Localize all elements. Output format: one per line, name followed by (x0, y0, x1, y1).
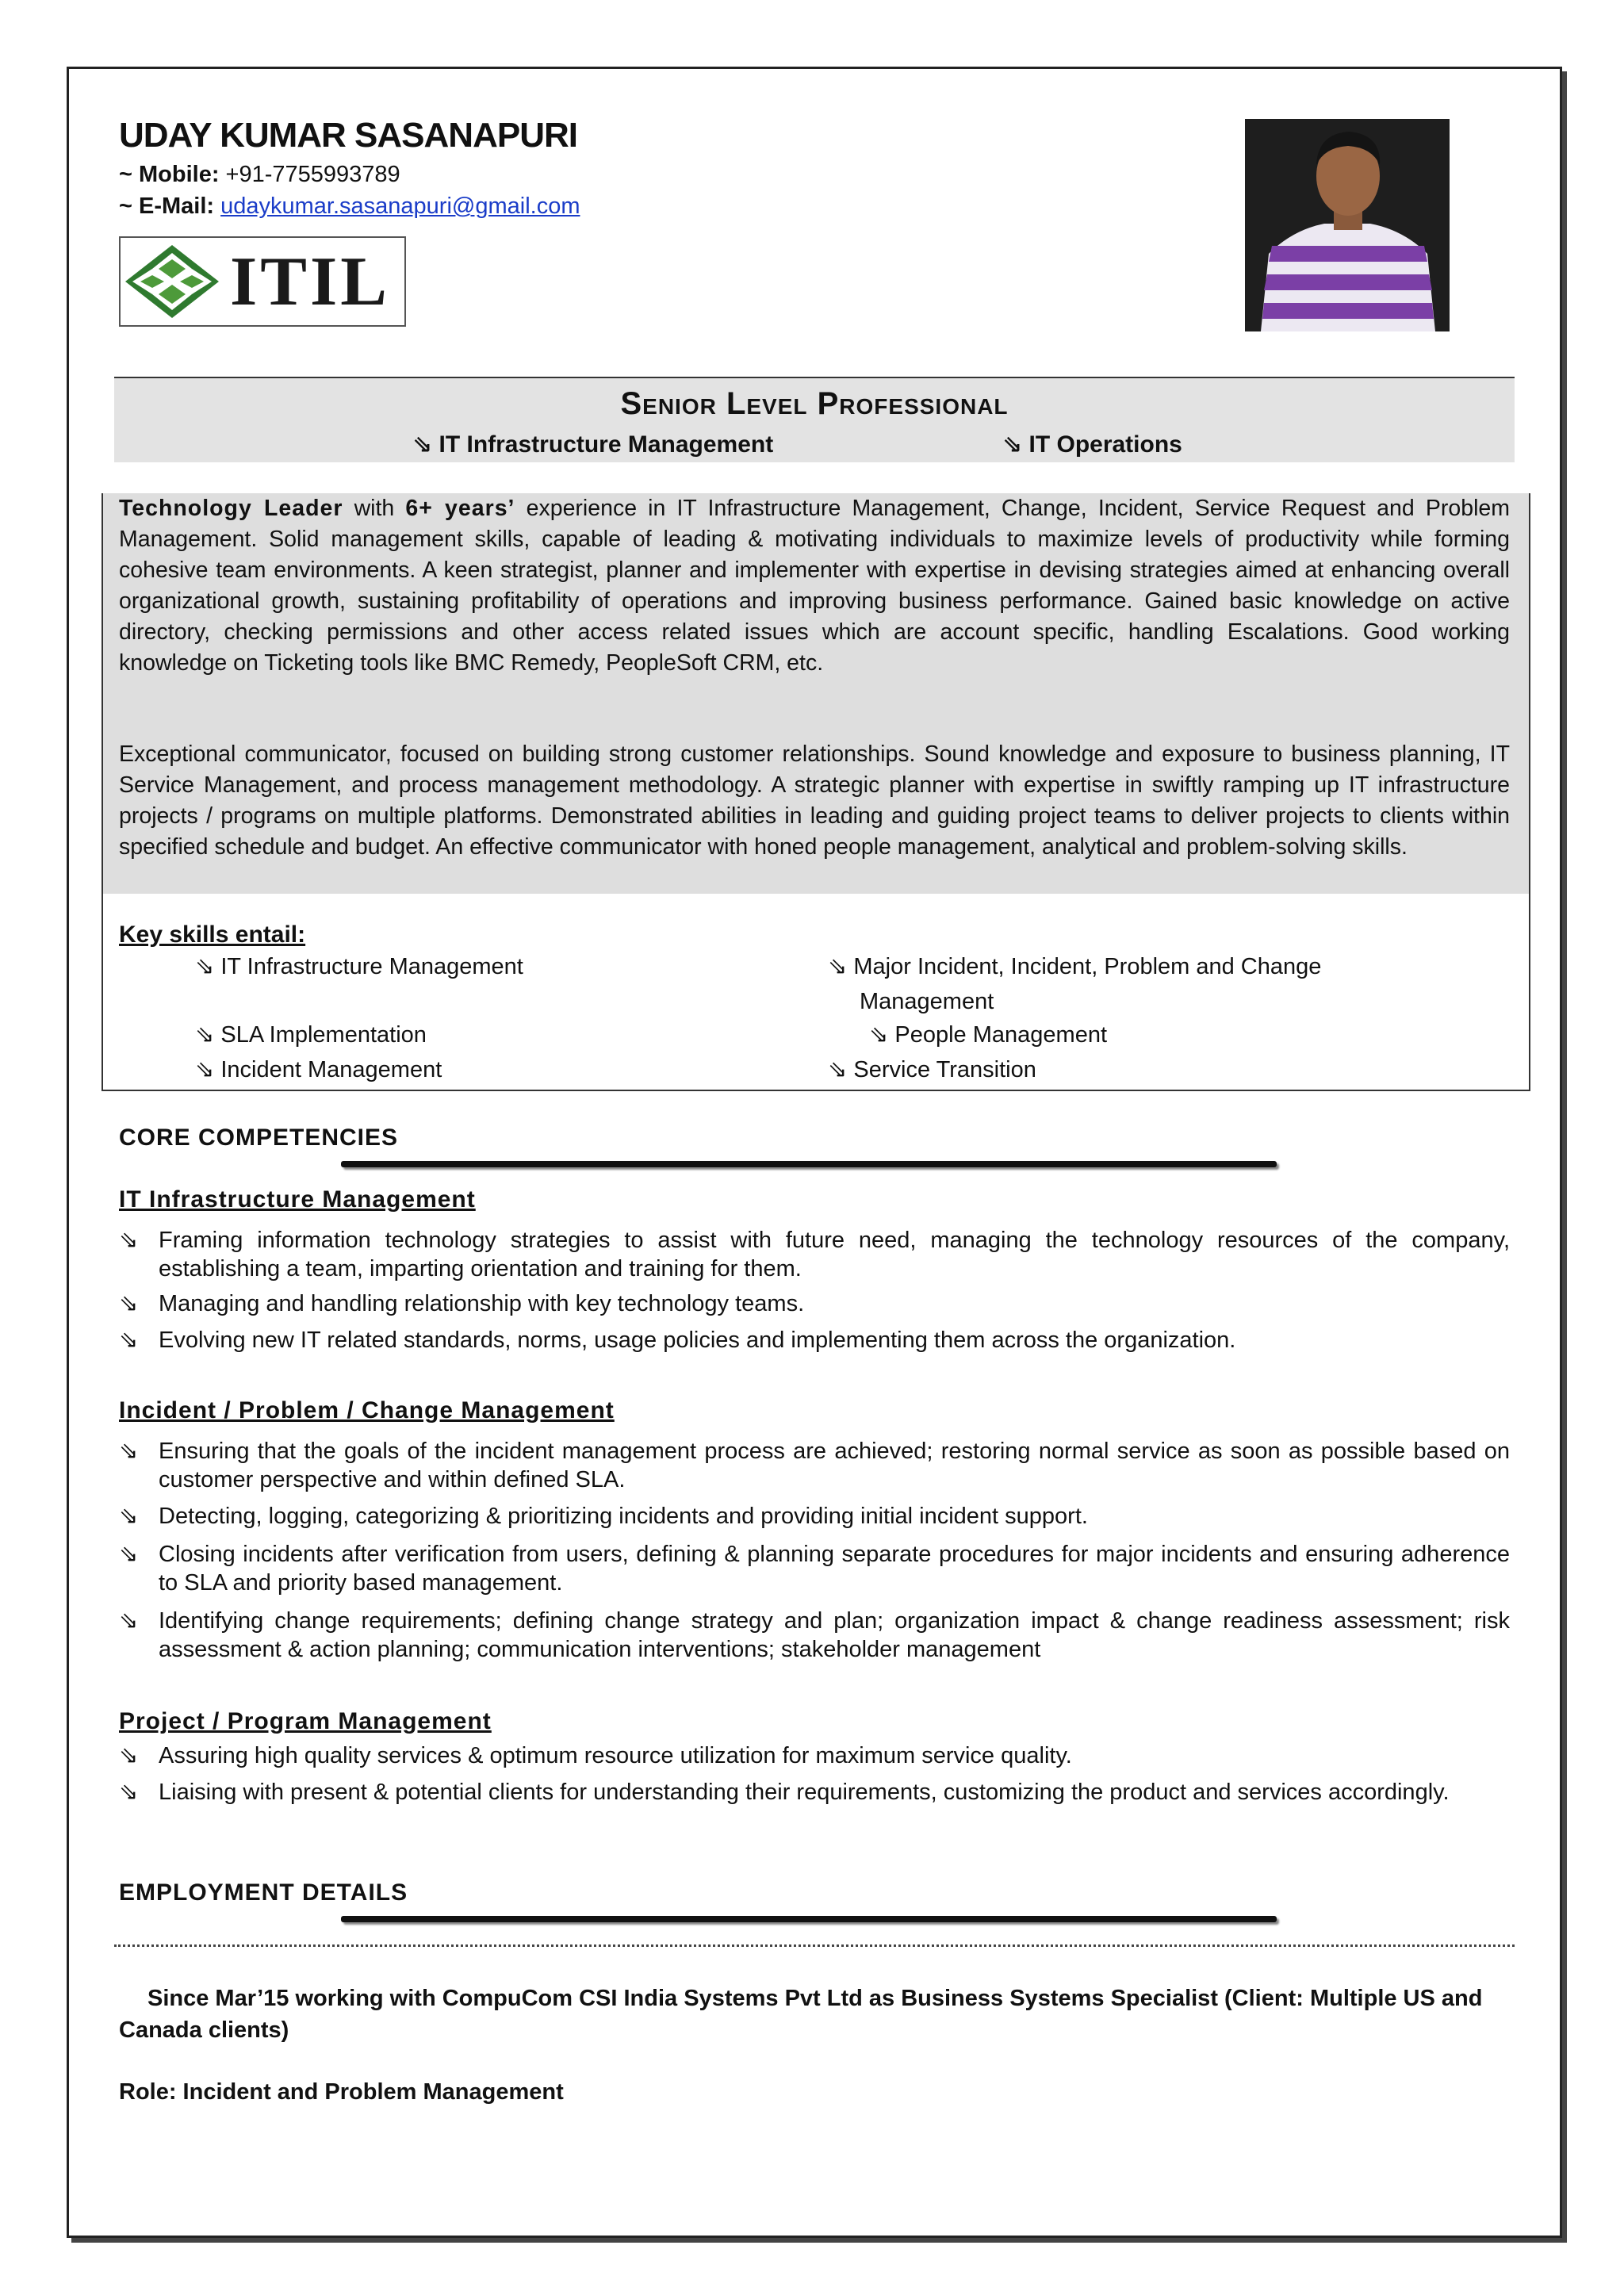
summary-box (102, 493, 1530, 1091)
email-line (119, 193, 580, 220)
band-item-label: IT Infrastructure Management (439, 431, 774, 458)
skill-label: Incident Management (220, 1057, 442, 1082)
arrow-bullet-icon: ⇘ (195, 1057, 215, 1082)
bullet-text: Liaising with present & potential clients for understanding their requirements, customizing the product and services accordingly. (159, 1780, 1450, 1805)
arrow-bullet-icon: ⇘ (195, 1022, 215, 1048)
bullet-text: Assuring high quality services & optimum resource utilization for maximum service quality. (159, 1743, 1072, 1768)
incident-heading: Incident / Problem / Change Management (119, 1397, 615, 1423)
arrow-bullet-icon: ⇘ (119, 1504, 139, 1529)
skill-item (195, 952, 523, 983)
skill-item (195, 1020, 427, 1051)
arrow-bullet-icon: ⇘ (119, 1608, 139, 1634)
summary-body: experience in IT Infrastructure Management, Change, Incident, Service Request and Problem Management. Solid management skills, capable of leading & motivating individuals to maximize levels of productivity while forming cohesive team environments. A keen strategist, planner and implementer with expertise in devising strategies aimed at enhancing overall organizational growth, sustaining profitability of operations and improving business performance. Gained basic knowledge on active directory, checking permissions and other access related issues which are account specific, handling Escalations. Good working knowledge on Ticketing tools like BMC Remedy, PeopleSoft CRM, etc. (119, 496, 1511, 676)
arrow-bullet-icon: ⇘ (869, 1022, 889, 1048)
employment-heading: EMPLOYMENT DETAILS (119, 1879, 408, 1906)
arrow-bullet-icon: ⇘ (119, 1542, 139, 1567)
skill-item (195, 1055, 442, 1086)
bullet-text: Identifying change requirements; defining change strategy and plan; organization impact & change readiness assessment; risk assessment & action planning; communication interventions; stakeholder management (159, 1608, 1510, 1662)
arrow-bullet-icon: ⇘ (195, 954, 215, 979)
bullet-text: Detecting, logging, categorizing & prioritizing incidents and providing initial incident support. (159, 1504, 1088, 1529)
summary-paragraph-1 (119, 493, 1510, 679)
summary-paragraph-2: Exceptional communicator, focused on building strong customer relationships. Sound knowledge and exposure to business planning, IT Service Management, and process management methodology. A strategic planner with expertise in swiftly ramping up IT infrastructure projects / programs on multiple platforms. Demonstrated abilities in leading and guiding project teams to deliver projects to clients within specified schedule and budget. An effective communicator with honed people management, analytical and problem-solving skills. (119, 741, 1510, 860)
bullet-text: Ensuring that the goals of the incident management process are achieved; restoring normal service as soon as possible based on customer perspective and within defined SLA. (159, 1439, 1510, 1492)
employment-role: Role: Incident and Problem Management (119, 2079, 564, 2105)
itil-logo-text: ITIL (230, 243, 390, 320)
skill-item (828, 1055, 1036, 1086)
section-rule (341, 1161, 1277, 1167)
bullet-text: Managing and handling relationship with key technology teams. (159, 1291, 805, 1316)
mobile-label: ~ Mobile: (119, 162, 220, 187)
mobile-line (119, 162, 400, 188)
arrow-bullet-icon: ⇘ (828, 954, 848, 979)
email-label: ~ E-Mail: (119, 193, 215, 219)
arrow-bullet-icon: ⇘ (828, 1057, 848, 1082)
skill-label: People Management (894, 1022, 1108, 1048)
band-item-infra (412, 431, 773, 458)
email-link[interactable]: udaykumar.sasanapuri@gmail.com (220, 193, 580, 219)
arrow-bullet-icon: ⇘ (119, 1780, 139, 1805)
person-photo-icon (1245, 119, 1450, 331)
band-item-operations (1002, 431, 1182, 458)
itil-logo (119, 236, 406, 327)
skill-item (828, 952, 1321, 983)
arrow-bullet-icon: ⇘ (119, 1291, 139, 1316)
summary-years: 6+ years’ (405, 496, 515, 521)
summary-lead: Technology Leader (119, 496, 343, 521)
employment-line: Since Mar’15 working with CompuCom CSI India Systems Pvt Ltd as Business Systems Specialist (Client: Multiple US and Canada clients) (119, 1986, 1483, 2043)
skill-label: IT Infrastructure Management (220, 954, 523, 979)
project-heading: Project / Program Management (119, 1708, 492, 1734)
infra-heading: IT Infrastructure Management (119, 1186, 476, 1213)
arrow-bullet-icon: ⇘ (119, 1439, 139, 1464)
mobile-value: +91-7755993789 (225, 162, 400, 187)
profile-photo (1245, 119, 1450, 331)
bullet-text: Framing information technology strategies to assist with future need, managing the technology resources of the company, establishing a team, imparting orientation and training for them. (159, 1228, 1510, 1282)
professional-title: Senior Level Professional (620, 386, 1009, 421)
section-rule (341, 1916, 1277, 1922)
title-band (114, 377, 1515, 462)
arrow-bullet-icon: ⇘ (119, 1228, 139, 1253)
skill-label: Service Transition (853, 1057, 1036, 1082)
core-competencies-heading: CORE COMPETENCIES (119, 1125, 399, 1151)
dotted-divider (114, 1944, 1515, 1947)
arrow-bullet-icon: ⇘ (412, 431, 433, 458)
skill-label: SLA Implementation (220, 1022, 427, 1048)
itil-diamond-icon (121, 242, 224, 321)
arrow-bullet-icon: ⇘ (1002, 431, 1023, 458)
bullet-text: Evolving new IT related standards, norms, usage policies and implementing them across the organization. (159, 1328, 1236, 1353)
summary-with: with (343, 496, 406, 521)
skill-item-continuation: Management (860, 989, 994, 1014)
skill-label: Major Incident, Incident, Problem and Change (853, 954, 1322, 979)
bullet-text: Closing incidents after verification from users, defining & planning separate procedures for major incidents and ensuring adherence to SLA and priority based management. (159, 1542, 1510, 1596)
band-item-label: IT Operations (1028, 431, 1182, 458)
skill-item (869, 1020, 1107, 1051)
arrow-bullet-icon: ⇘ (119, 1328, 139, 1353)
candidate-name: UDAY KUMAR SASANAPURI (119, 116, 577, 155)
arrow-bullet-icon: ⇘ (119, 1743, 139, 1768)
key-skills-heading: Key skills entail: (119, 921, 306, 948)
